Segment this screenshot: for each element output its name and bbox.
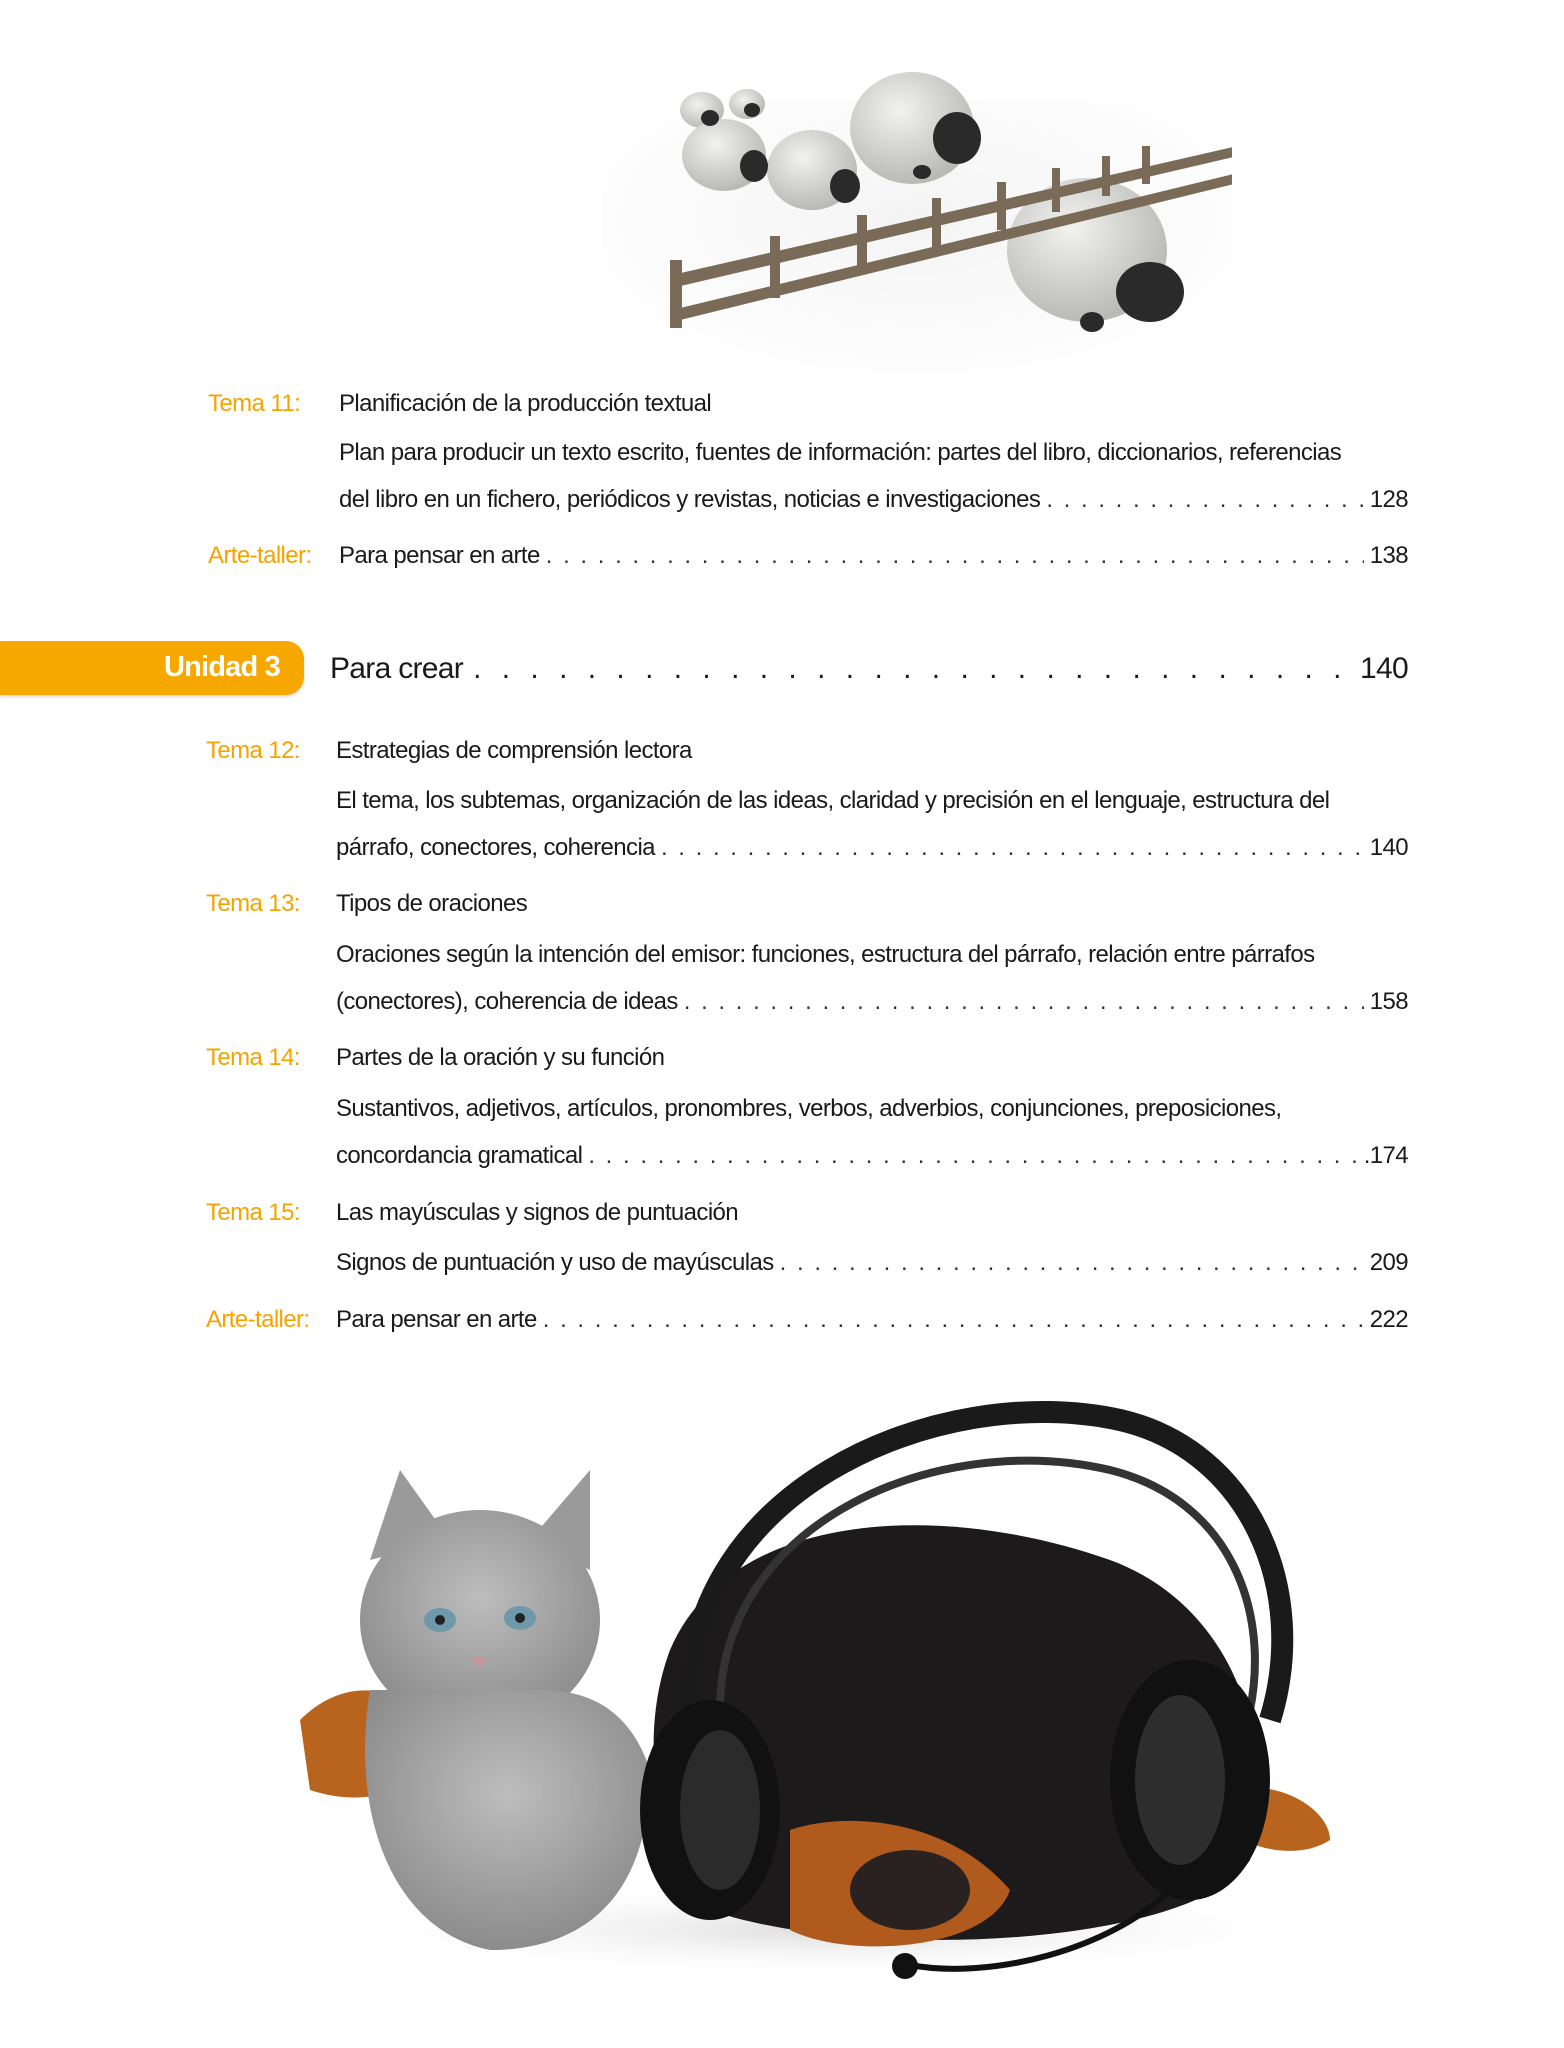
dot-leader: [661, 833, 1364, 863]
toc-title-text: Estrategias de comprensión lectora: [336, 737, 692, 764]
toc-title-text: Planificación de la producción textual: [339, 390, 712, 417]
toc-title-text: Las mayúsculas y signos de puntuación: [336, 1199, 739, 1226]
toc-desc-text: (conectores), coherencia de ideas: [336, 988, 678, 1015]
toc-label: Tema 15:: [206, 1199, 300, 1226]
toc-entry-row[interactable]: [336, 833, 1408, 863]
toc-desc-text: Plan para producir un texto escrito, fuentes de información: partes del libro, diccionarios, referencias: [339, 439, 1342, 466]
toc-desc-text: Oraciones según la intención del emisor: funciones, estructura del párrafo, relación entre párrafos: [336, 941, 1315, 968]
toc-label: Tema 11:: [208, 390, 301, 417]
page-number: 158: [1369, 988, 1408, 1015]
toc-title: [336, 889, 1408, 919]
toc-label: Arte-taller:: [206, 1306, 310, 1333]
toc-entry-row[interactable]: [336, 1248, 1408, 1278]
toc-title: [336, 736, 1408, 766]
toc-title: [339, 389, 1408, 419]
dot-leader: [543, 1305, 1364, 1335]
toc-entry-row[interactable]: [336, 987, 1408, 1017]
page-number: 128: [1369, 486, 1408, 513]
kitten-puppy-headphones-photo: [290, 1390, 1360, 1990]
toc-label: Tema 14:: [206, 1044, 300, 1071]
page-number: 140: [1360, 652, 1408, 685]
page-number: 138: [1369, 542, 1408, 569]
toc-desc: [336, 1094, 1408, 1124]
toc-entry-row[interactable]: [336, 1305, 1408, 1335]
dot-leader: [546, 541, 1364, 571]
toc-entry-row[interactable]: [336, 1141, 1408, 1171]
page-number: 140: [1369, 834, 1408, 861]
unit-title: Para crear: [330, 652, 464, 685]
toc-desc: [339, 438, 1408, 468]
toc-desc-text: del libro en un fichero, periódicos y revistas, noticias e investigaciones: [339, 486, 1041, 513]
toc-title-text: Para pensar en arte: [339, 542, 540, 569]
toc-title-text: Para pensar en arte: [336, 1306, 537, 1333]
page-number: .174: [1363, 1142, 1408, 1169]
toc-desc: [336, 786, 1408, 816]
toc-desc-text: Sustantivos, adjetivos, artículos, pronombres, verbos, adverbios, conjunciones, preposiciones,: [336, 1095, 1282, 1122]
dot-leader: [473, 652, 1350, 686]
toc-label: Tema 12:: [206, 737, 300, 764]
toc-label: Tema 13:: [206, 890, 300, 917]
toc-desc-text: Signos de puntuación y uso de mayúsculas: [336, 1249, 774, 1276]
toc-label: Arte-taller:: [208, 542, 312, 569]
toc-desc-text: concordancia gramatical: [336, 1142, 583, 1169]
unit-banner: [0, 641, 304, 695]
toc-entry-row[interactable]: [339, 541, 1408, 571]
toc-title: [336, 1043, 1408, 1073]
page-number: 222: [1369, 1306, 1408, 1333]
toc-desc-text: párrafo, conectores, coherencia: [336, 834, 655, 861]
unit-label: Unidad 3: [163, 651, 280, 683]
toc-title: [336, 1198, 1408, 1228]
dot-leader: [780, 1248, 1364, 1278]
unit-row[interactable]: [330, 652, 1408, 686]
dot-leader: [588, 1141, 1357, 1171]
page-number: 209: [1369, 1249, 1408, 1276]
toc-desc-text: El tema, los subtemas, organización de las ideas, claridad y precisión en el lenguaje, estructura del: [336, 787, 1330, 814]
dot-leader: [684, 987, 1364, 1017]
toc-desc: [336, 940, 1408, 970]
toc-title-text: Partes de la oración y su función: [336, 1044, 665, 1071]
dot-leader: [1046, 485, 1363, 515]
toc-title-text: Tipos de oraciones: [336, 890, 528, 917]
toc-entry-row[interactable]: [339, 485, 1408, 515]
sheep-fence-illustration: [602, 60, 1232, 400]
